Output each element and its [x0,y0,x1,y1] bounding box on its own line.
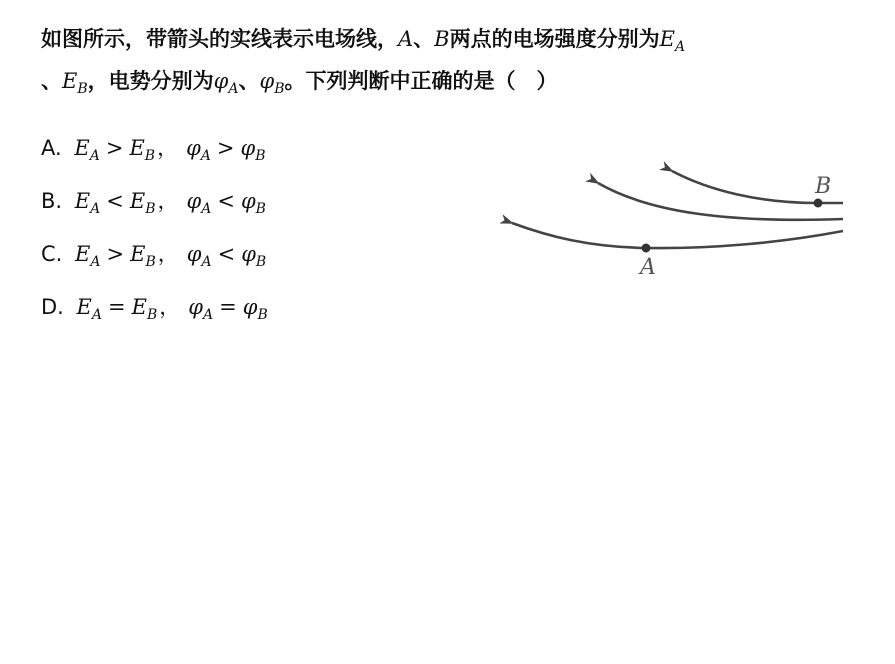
option-expression: $E_A > E_B$， $\varphi_A > \varphi_B$ [74,136,266,164]
question-potential: ，电势分别为 [87,69,214,93]
option-a[interactable] [41,128,268,181]
option-expression: $E_A < E_B$， $\varphi_A < \varphi_B$ [74,189,266,217]
electric-field-diagram [500,155,850,290]
question-text [41,18,851,102]
question-field-intensity: 两点的电场强度分别为 [449,27,660,51]
potential-phia: $\varphi_A$ [213,69,239,97]
answer-options [41,128,268,340]
question-intro: 如图所示，带箭头的实线表示电场线， [41,27,398,51]
option-letter: C. [41,242,63,266]
option-c[interactable] [41,234,268,287]
point-a-symbol: A [398,27,414,51]
point-b-dot [814,199,823,208]
field-ea: $E_A$ [659,27,686,55]
field-line-middle [598,183,843,220]
point-b-symbol: B [434,27,450,51]
question-prompt: 。下列判断中正确的是（ ） [284,69,558,93]
option-b[interactable] [41,181,268,234]
potential-phib: $\varphi_B$ [259,69,285,97]
point-b-label: B [815,174,832,199]
enum-comma: 、 [238,69,260,93]
enum-comma: 、 [41,69,62,93]
point-a-label: A [640,255,656,280]
field-line-bottom [512,223,843,248]
option-letter: D. [41,295,64,319]
enum-comma: 、 [413,27,435,51]
field-eb: $E_B$ [62,69,88,97]
option-letter: A. [41,136,62,160]
option-expression: $E_A > E_B$， $\varphi_A < \varphi_B$ [75,242,267,270]
option-letter: B. [41,189,63,213]
option-d[interactable] [41,287,268,340]
option-expression: $E_A = E_B$， $\varphi_A = \varphi_B$ [76,295,268,323]
point-a-dot [642,244,651,253]
